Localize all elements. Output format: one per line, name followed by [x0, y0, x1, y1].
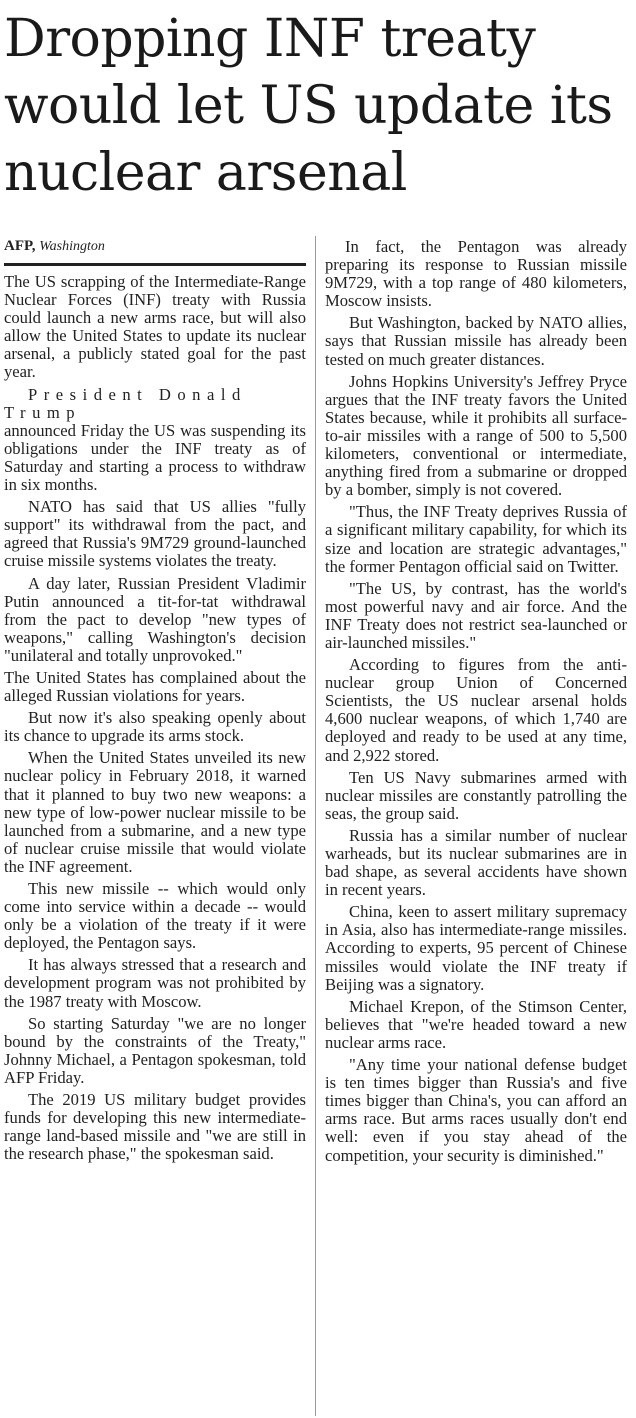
- article-paragraph: "Thus, the INF Treaty deprives Russia of a significant military capability, for which its size and location are strategic advantages," the former Pentagon official said on Twitter.: [325, 502, 627, 576]
- article-paragraph: When the United States unveiled its new nuclear policy in February 2018, it warned that it planned to buy two new weapons: a new type of low-power nuclear missile to be launched from a submarine, and a new type of nuclear cruise missile that would violate the INF agreement.: [4, 748, 306, 876]
- article-paragraph: The US scrapping of the Intermediate-Range Nuclear Forces (INF) treaty with Russia could launch a new arms race, but will also allow the United States to update its nuclear arsenal, a publicly stated goal for the past year.: [4, 272, 306, 382]
- article-paragraph: According to figures from the anti-nuclear group Union of Concerned Scientists, the US nuclear arsenal holds 4,600 nuclear weapons, of which 1,740 are deployed and ready to be used at any time, and 2,922 stored.: [325, 655, 627, 765]
- article-paragraph: Russia has a similar number of nuclear warheads, but its nuclear submarines are in bad shape, as several accidents have shown in recent years.: [325, 825, 627, 900]
- article-paragraph: Johns Hopkins University's Jeffrey Pryce argues that the INF treaty favors the United States because, while it prohibits all surface-to-air missiles with a range of 500 to 5,500 kilometers, conventional or intermediate, anything fired from a submarine or dropped by a bomber, simply is not covered.: [325, 371, 627, 500]
- byline-agency: AFP,: [4, 238, 36, 254]
- article-paragraph: Michael Krepon, of the Stimson Center, believes that "we're headed toward a new nuclear arms race.: [325, 996, 627, 1052]
- article-paragraph: "The US, by contrast, has the world's most powerful navy and air force. And the INF Treaty does not restrict sea-launched or air-launched missiles.": [325, 578, 627, 652]
- column-divider: [315, 236, 316, 1416]
- article-paragraph: A day later, Russian President Vladimir Putin announced a tit-for-tat withdrawal from the pact to develop "new types of weapons," calling Washington's decision "unilateral and totally unprovoked.": [4, 573, 306, 665]
- byline: [4, 238, 306, 260]
- article-paragraph: But now it's also speaking openly about its chance to upgrade its arms stock.: [4, 708, 306, 746]
- article-paragraph: NATO has said that US allies "fully support" its withdrawal from the pact, and agreed that Russia's 9M729 ground-launched cruise missile systems violates the treaty.: [4, 497, 306, 571]
- article-paragraph: In fact, the Pentagon was already preparing its response to Russian missile 9M729, with a top range of 480 kilometers, Moscow insists.: [325, 237, 627, 311]
- article-paragraph: This new missile -- which would only come into service within a decade -- would only be a violation of the treaty if it were deployed, the Pentagon says.: [4, 879, 306, 953]
- article-paragraph: The 2019 US military budget provides funds for developing this new intermediate-range land-based missile and "we are still in the research phase," the spokesman said.: [4, 1090, 306, 1164]
- left-column: [4, 238, 306, 1167]
- article-paragraph: "Any time your national defense budget is ten times bigger than Russia's and five times bigger than China's, you can afford an arms race. But arms races usually don't end well: even if you stay ahead of the competition, your security is diminished.": [325, 1055, 627, 1165]
- byline-rule: [4, 263, 306, 266]
- article-paragraph: So starting Saturday "we are no longer bound by the constraints of the Treaty," Johnny Michael, a Pentagon spokesman, told AFP Friday.: [4, 1013, 306, 1087]
- article-paragraph: China, keen to assert military supremacy in Asia, also has intermediate-range missiles. According to experts, 95 percent of Chinese missiles would violate the INF treaty if Beijing was a signatory.: [325, 902, 627, 994]
- article-paragraph: The United States has complained about the alleged Russian violations for years.: [4, 667, 306, 706]
- byline-location: Washington: [39, 239, 105, 254]
- article-paragraph: President Donald Trump: [4, 384, 247, 422]
- article-paragraph: announced Friday the US was suspending its obligations under the INF treaty as of Saturday and starting a process to withdraw in six months.: [4, 420, 306, 495]
- article-paragraph: It has always stressed that a research and development program was not prohibited by the 1987 treaty with Moscow.: [4, 955, 306, 1011]
- article-paragraph: But Washington, backed by NATO allies, says that Russian missile has already been tested on much greater distances.: [325, 313, 627, 369]
- headline: Dropping INF treaty would let US update its nuclear arsenal: [4, 9, 613, 203]
- right-column: [325, 238, 627, 1169]
- article-paragraph: Ten US Navy submarines armed with nuclear missiles are constantly patrolling the seas, the group said.: [325, 767, 627, 823]
